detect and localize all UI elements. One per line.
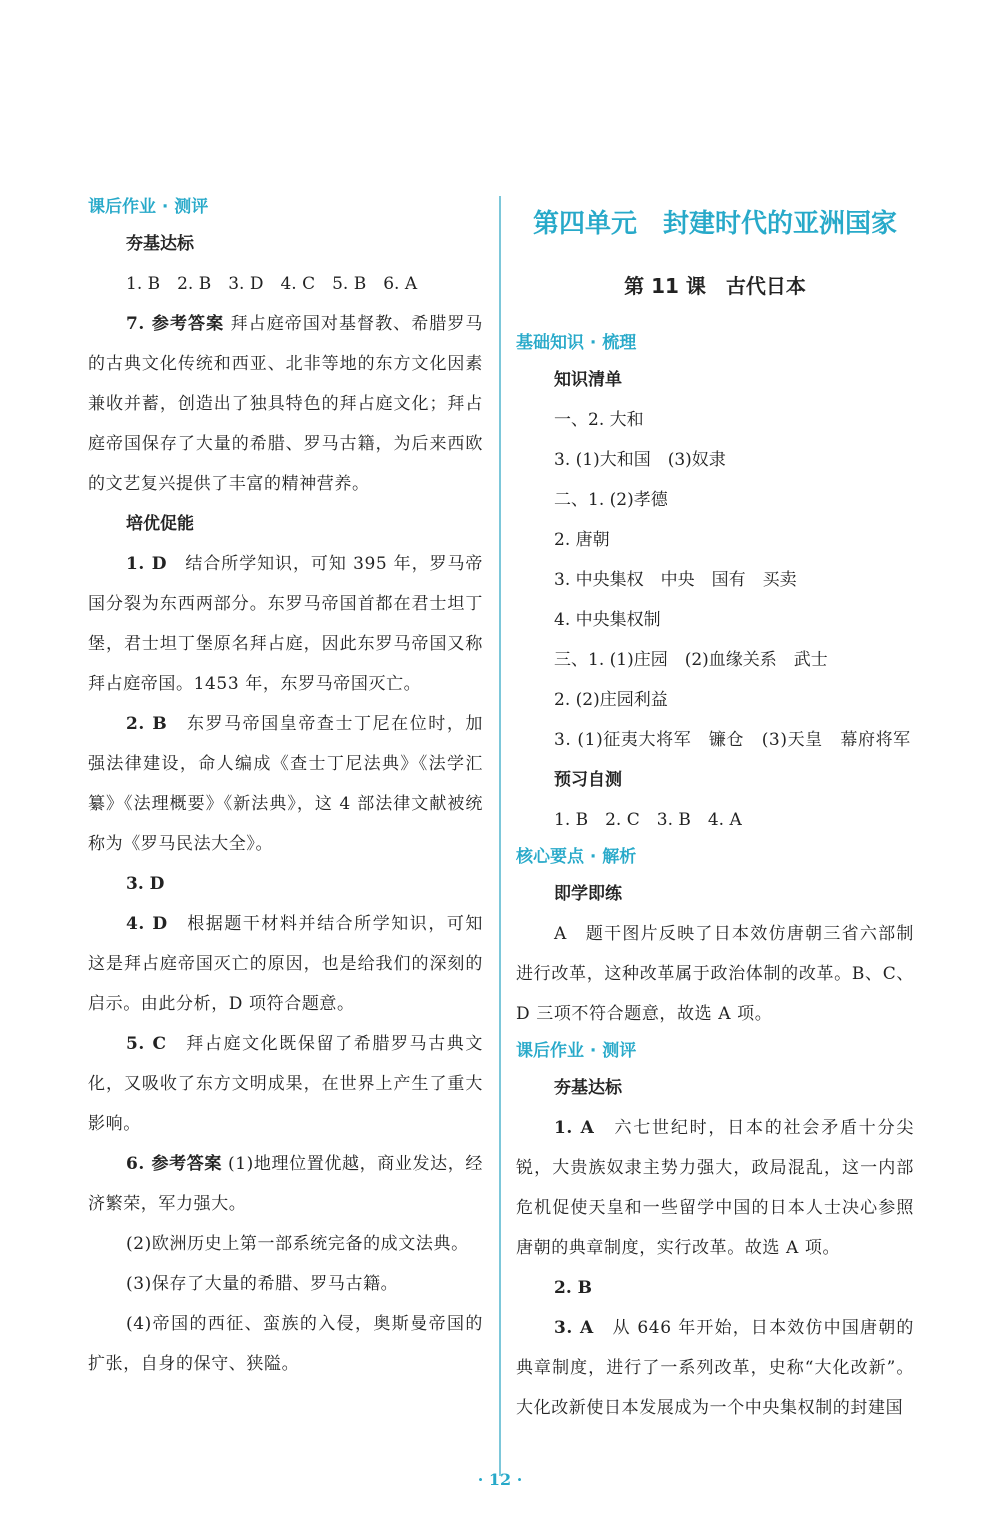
answer-text: 根据题干材料并结合所学知识，可知这是拜占庭帝国灭亡的原因，也是给我们的深刻的启示。由此分析，D 项符合题意。 [88, 914, 484, 1014]
answer-text: 六七世纪时，日本的社会矛盾十分尖锐，大贵族奴隶主势力强大，政局混乱，这一内部危机促使天皇和一些留学中国的日本人士决心参照唐朝的典章制度，实行改革。故选 A 项。 [516, 1118, 914, 1258]
subheading: 夯基达标 [126, 234, 194, 254]
answer-line: 2. 唐朝 [554, 530, 610, 550]
section-heading: 课后作业 · 测评 [88, 197, 209, 217]
answer-line: 3. 中央集权 中央 国有 买卖 [554, 570, 797, 590]
answer-paragraph [516, 1308, 914, 1428]
left-column [88, 190, 483, 1384]
answer-label: 1. D [126, 554, 168, 574]
answer-paragraph [88, 904, 483, 1024]
answer-paragraph: A 题干图片反映了日本效仿唐朝三省六部制进行改革，这种改革属于政治体制的改革。B、C、D 三项不符合题意，故选 A 项。 [516, 924, 914, 1024]
answer-line: 3. (1)大和国 (3)奴隶 [554, 450, 726, 470]
answer-line: 1. B 2. B 3. D 4. C 5. B 6. A [126, 274, 418, 294]
subheading: 预习自测 [554, 770, 622, 790]
answer-line: 一、2. 大和 [554, 410, 644, 430]
answer-label: 3. D [126, 874, 165, 894]
answer-label: 7. 参考答案 [126, 314, 225, 334]
answer-label: 1. A [554, 1118, 595, 1138]
section-heading: 基础知识 · 梳理 [516, 333, 637, 353]
answer-paragraph [88, 1024, 483, 1144]
answer-paragraph [88, 1144, 483, 1224]
subheading: 知识清单 [554, 370, 622, 390]
answer-label: 5. C [126, 1034, 167, 1054]
answer-text: 拜占庭帝国对基督教、希腊罗马的古典文化传统和西亚、北非等地的东方文化因素兼收并蓄，创造出了独具特色的拜占庭文化；拜占庭帝国保存了大量的希腊、罗马古籍，为后来西欧的文艺复兴提供了丰富的精神营养。 [88, 314, 483, 494]
subheading: 培优促能 [126, 514, 194, 534]
answer-line: 三、1. (1)庄园 (2)血缘关系 武士 [554, 650, 828, 670]
answer-text: 从 646 年开始，日本效仿中国唐朝的典章制度，进行了一系列改革，史称“大化改新”。大化改新使日本发展成为一个中央集权制的封建国 [516, 1318, 914, 1418]
answer-paragraph [88, 704, 483, 864]
column-divider [499, 196, 501, 1476]
answer-label: 2. B [126, 714, 168, 734]
subheading: 夯基达标 [554, 1078, 622, 1098]
answer-label: 2. B [554, 1278, 593, 1298]
answer-label: 3. A [554, 1318, 594, 1338]
section-heading: 课后作业 · 测评 [516, 1041, 637, 1061]
answer-paragraph [88, 544, 483, 704]
lesson-title: 第 11 课 古代日本 [624, 274, 806, 298]
answer-paragraph: 3. (1)征夷大将军 镰仓 (3)天皇 幕府将军 [554, 730, 911, 750]
answer-paragraph: (3)保存了大量的希腊、罗马古籍。 [126, 1274, 399, 1294]
answer-paragraph: (2)欧洲历史上第一部系统完备的成文法典。 [126, 1234, 469, 1254]
answer-text: 结合所学知识，可知 395 年，罗马帝国分裂为东西两部分。东罗马帝国首都在君士坦丁堡，君士坦丁堡原名拜占庭，因此东罗马帝国又称拜占庭帝国。1453 年，东罗马帝国灭亡。 [88, 554, 483, 694]
subheading: 即学即练 [554, 884, 622, 904]
unit-title: 第四单元 封建时代的亚洲国家 [532, 209, 897, 239]
answer-label: 4. D [126, 914, 168, 934]
answer-text: (1)地理位置优越，商业发达，经济繁荣，军力强大。 [88, 1154, 483, 1214]
answer-paragraph: (4)帝国的西征、蛮族的入侵，奥斯曼帝国的扩张，自身的保守、狭隘。 [88, 1314, 483, 1374]
answer-line [516, 1268, 914, 1308]
answer-line: 1. B 2. C 3. B 4. A [554, 810, 742, 830]
right-column [516, 190, 914, 1428]
section-heading: 核心要点 · 解析 [516, 847, 637, 867]
answer-line: 4. 中央集权制 [554, 610, 661, 630]
answer-line: 二、1. (2)孝德 [554, 490, 668, 510]
answer-label: 6. 参考答案 [126, 1154, 222, 1174]
answer-text: 东罗马帝国皇帝查士丁尼在位时，加强法律建设，命人编成《查士丁尼法典》《法学汇纂》《法理概要》《新法典》，这 4 部法律文献被统称为《罗马民法大全》。 [88, 714, 483, 854]
answer-text: 拜占庭文化既保留了希腊罗马古典文化，又吸收了东方文明成果，在世界上产生了重大影响。 [88, 1034, 483, 1134]
answer-paragraph [88, 304, 483, 504]
answer-line [88, 864, 483, 904]
answer-line: 2. (2)庄园利益 [554, 690, 668, 710]
answer-paragraph [516, 1108, 914, 1268]
page-number: · 12 · [477, 1470, 523, 1489]
